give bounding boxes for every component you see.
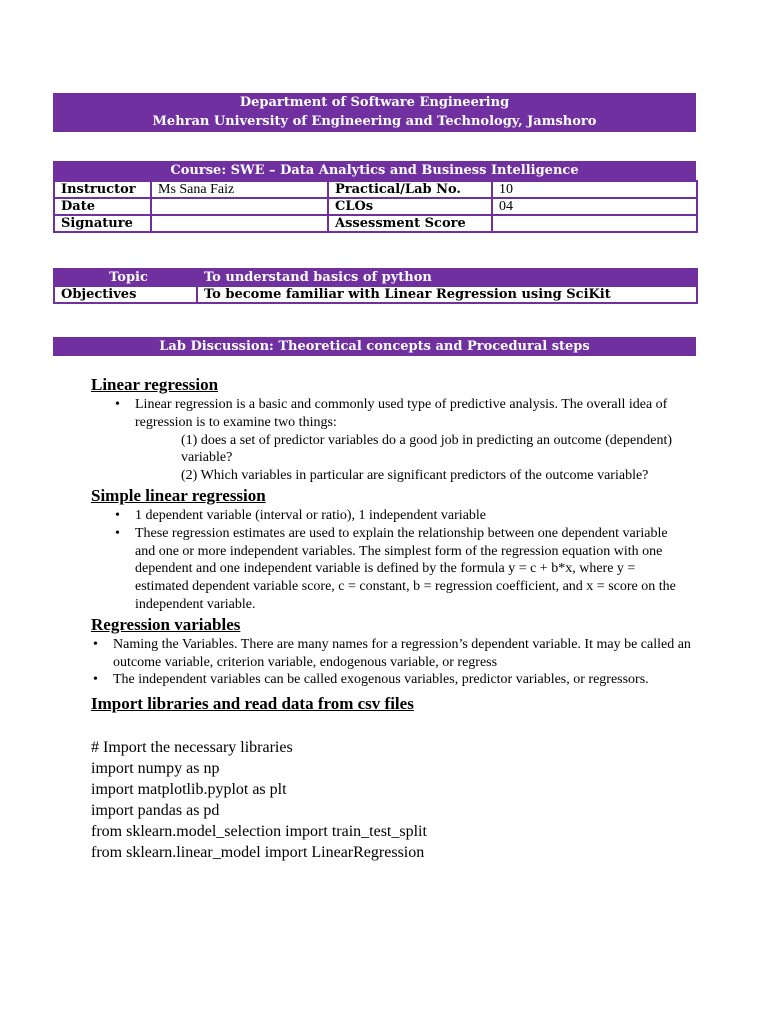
course-info-table bbox=[53, 180, 698, 233]
section-heading-linear: Linear regression bbox=[91, 375, 219, 394]
course-title: Course: SWE – Data Analytics and Business Intelligence bbox=[53, 161, 696, 180]
signature-value bbox=[151, 215, 328, 232]
table-row bbox=[54, 269, 697, 286]
clos-label: CLOs bbox=[328, 198, 492, 215]
table-row bbox=[54, 181, 697, 198]
signature-label: Signature bbox=[54, 215, 151, 232]
sub-point-2: (2) Which variables in particular are significant predictors of the outcome variable? bbox=[181, 468, 649, 484]
linear-bullets bbox=[91, 396, 691, 432]
table-row bbox=[54, 215, 697, 232]
clos-value: 04 bbox=[492, 198, 697, 215]
code-line: import pandas as pd bbox=[91, 802, 220, 820]
lab-content bbox=[91, 374, 691, 863]
university-name: Mehran University of Engineering and Technology, Jamshoro bbox=[152, 114, 597, 129]
department-name: Department of Software Engineering bbox=[239, 95, 510, 110]
list-item: • The independent variables can be called exogenous variables, predictor variables, or regressors. bbox=[113, 671, 691, 689]
code-line: import matplotlib.pyplot as plt bbox=[91, 781, 287, 799]
section-heading-import: Import libraries and read data from csv files bbox=[91, 694, 414, 714]
code-line: # Import the necessary libraries bbox=[91, 739, 293, 757]
simple-bullets bbox=[91, 507, 691, 614]
objectives-label: Objectives bbox=[54, 286, 197, 303]
date-value bbox=[151, 198, 328, 215]
code-block bbox=[91, 737, 691, 863]
section-heading-simple: Simple linear regression bbox=[91, 485, 266, 505]
lab-no-label: Practical/Lab No. bbox=[328, 181, 492, 198]
lab-no-value: 10 bbox=[492, 181, 697, 198]
assessment-label: Assessment Score bbox=[328, 215, 492, 232]
list-item: • 1 dependent variable (interval or ratio), 1 independent variable bbox=[135, 507, 691, 525]
assessment-value bbox=[492, 215, 697, 232]
section-heading-variables: Regression variables bbox=[91, 614, 241, 634]
instructor-value: Ms Sana Faiz bbox=[151, 181, 328, 198]
table-row bbox=[54, 198, 697, 215]
code-line: from sklearn.model_selection import train_test_split bbox=[91, 823, 427, 841]
sub-point-1: (1) does a set of predictor variables do a good job in predicting an outcome (dependent) variable? bbox=[181, 432, 673, 466]
objectives-value: To become familiar with Linear Regression using SciKit bbox=[197, 286, 697, 303]
topic-label: Topic bbox=[54, 269, 197, 286]
lab-discussion-heading: Lab Discussion: Theoretical concepts and Procedural steps bbox=[53, 337, 696, 356]
code-line: from sklearn.linear_model import LinearRegression bbox=[91, 844, 425, 862]
list-item: • These regression estimates are used to explain the relationship between one dependent variable and one or more independent variables. The simplest form of the regression equation with one dependent and one independent variable is defined by the formula y = c + b*x, where y = estimated dependent variable score, c = constant, b = regression coefficient, and x = score on the independent variable. bbox=[135, 525, 691, 614]
list-item: • Linear regression is a basic and commonly used type of predictive analysis. The overall idea of regression is to examine two things: bbox=[135, 396, 691, 432]
topic-table bbox=[53, 268, 698, 304]
variables-bullets bbox=[91, 636, 691, 689]
topic-value: To understand basics of python bbox=[197, 269, 697, 286]
table-row bbox=[54, 286, 697, 303]
list-item: • Naming the Variables. There are many names for a regression’s dependent variable. It may be called an outcome variable, criterion variable, endogenous variable, or regress bbox=[113, 636, 691, 672]
department-header bbox=[53, 93, 696, 132]
code-line: import numpy as np bbox=[91, 760, 220, 778]
date-label: Date bbox=[54, 198, 151, 215]
instructor-label: Instructor bbox=[54, 181, 151, 198]
